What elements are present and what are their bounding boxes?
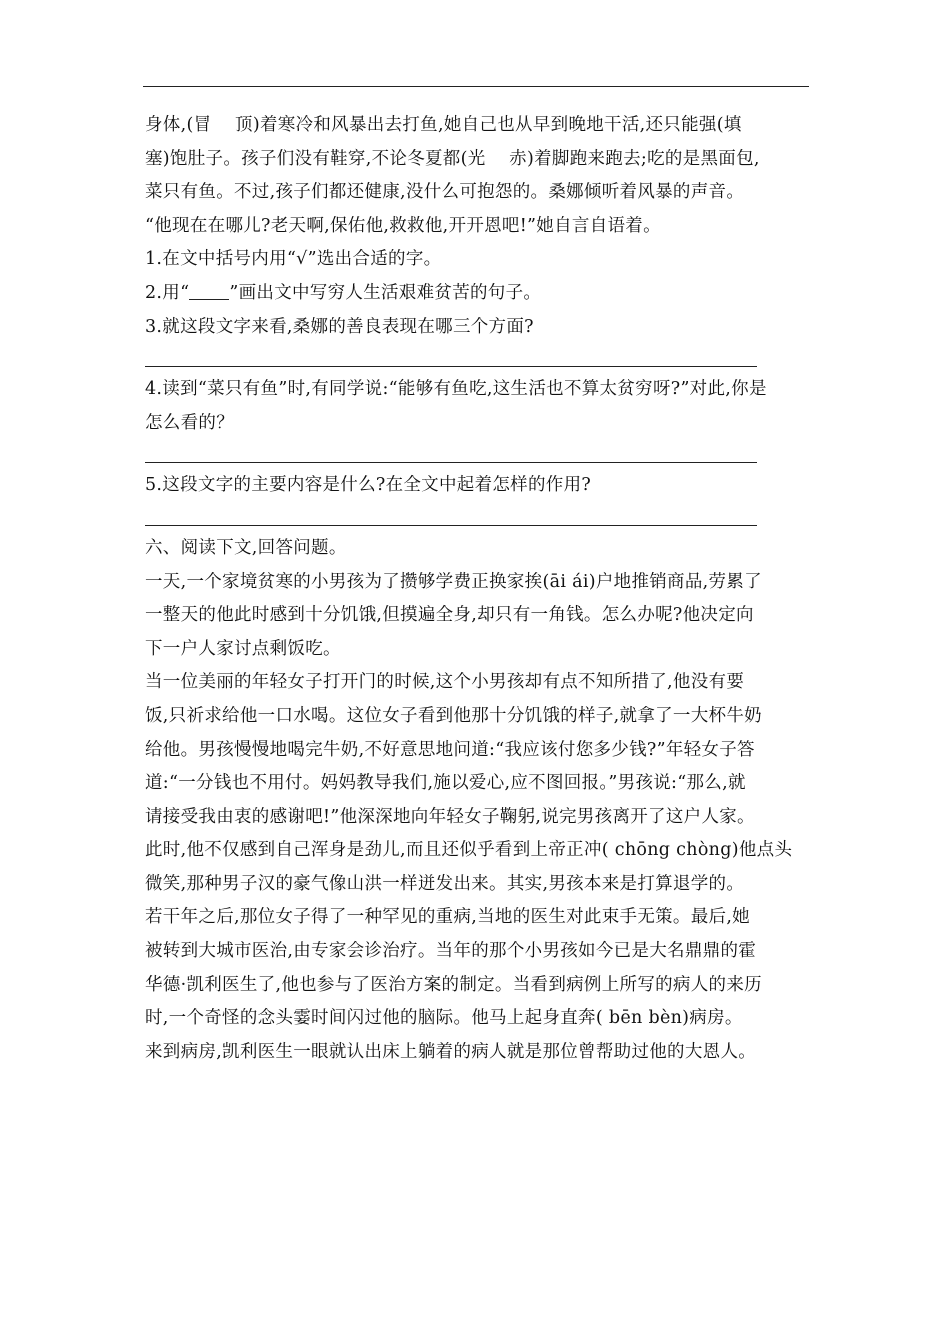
- story-line: 时,一个奇怪的念头霎时间闪过他的脑际。他马上起身直奔( bēn bèn)病房。: [145, 1008, 743, 1029]
- passage-line: 塞)饱肚子。孩子们没有鞋穿,不论冬夏都(光 赤)着脚跑来跑去;吃的是黑面包,: [145, 148, 760, 169]
- section-6-heading: 六、阅读下文,回答问题。: [145, 537, 347, 558]
- question-2-end: ”画出文中写穷人生活艰难贫苦的句子。: [229, 282, 542, 303]
- underline-blank: [189, 283, 229, 300]
- story-line: 此时,他不仅感到自己浑身是劲儿,而且还似乎看到上帝正冲( chōng chòng)他点头: [145, 840, 793, 861]
- story-line: 当一位美丽的年轻女子打开门的时候,这个小男孩却有点不知所措了,他没有要: [145, 672, 745, 693]
- header-rule: [143, 86, 809, 87]
- document-body: [145, 109, 813, 1069]
- question-5: 5.这段文字的主要内容是什么?在全文中起着怎样的作用?: [145, 475, 592, 496]
- story-line: 下一户人家讨点剩饭吃。: [145, 638, 341, 659]
- story-line: 道:“一分钱也不用付。妈妈教导我们,施以爱心,应不图回报。”男孩说:“那么,就: [145, 773, 746, 794]
- question-1: 1.在文中括号内用“√”选出合适的字。: [145, 249, 442, 270]
- story-line: 被转到大城市医治,由专家会诊治疗。当年的那个小男孩如今已是大名鼎鼎的霍: [145, 941, 757, 962]
- question-4-line-2: 怎么看的？: [145, 412, 234, 433]
- answer-line-3[interactable]: [145, 344, 757, 367]
- story-line: 给他。男孩慢慢地喝完牛奶,不好意思地问道:“我应该付您多少钱?”年轻女子答: [145, 739, 755, 760]
- story-line: 一整天的他此时感到十分饥饿,但摸遍全身,却只有一角钱。怎么办呢?他决定向: [145, 605, 754, 626]
- story-line: 华德·凯利医生了,他也参与了医治方案的制定。当看到病例上所写的病人的来历: [145, 974, 762, 995]
- story-line: 微笑,那种男子汉的豪气像山洪一样迸发出来。其实,男孩本来是打算退学的。: [145, 873, 745, 894]
- story-line: 饭,只祈求给他一口水喝。这位女子看到他那十分饥饿的样子,就拿了一大杯牛奶: [145, 705, 762, 726]
- question-3: 3.就这段文字来看,桑娜的善良表现在哪三个方面?: [145, 316, 534, 337]
- story-line: 来到病房,凯利医生一眼就认出床上躺着的病人就是那位曾帮助过他的大恩人。: [145, 1041, 757, 1062]
- passage-line: “他现在在哪儿?老天啊,保佑他,救救他,开开恩吧!”她自言自语着。: [145, 215, 661, 236]
- passage-line: 菜只有鱼。不过,孩子们都还健康,没什么可抱怨的。桑娜倾听着风暴的声音。: [145, 182, 745, 203]
- passage-line: 身体,(冒 顶)着寒冷和风暴出去打鱼,她自己也从早到晚地干活,还只能强(填: [145, 115, 742, 135]
- story-line: 若干年之后,那位女子得了一种罕见的重病,当地的医生对此束手无策。最后,她: [145, 907, 750, 928]
- story-line: 请接受我由衷的感谢吧!”他深深地向年轻女子鞠躬,说完男孩离开了这户人家。: [145, 806, 755, 827]
- answer-line-5[interactable]: [145, 503, 757, 526]
- question-4-line-1: 4.读到“菜只有鱼”时,有同学说:“能够有鱼吃,这生活也不算太贫穷呀?”对此,你是: [145, 379, 767, 400]
- story-line: 一天,一个家境贫寒的小男孩为了攒够学费正换家挨(āi ái)户地推销商品,劳累了: [145, 571, 762, 592]
- question-2-start: 2.用“: [145, 282, 190, 303]
- question-2: [145, 277, 813, 311]
- answer-line-4[interactable]: [145, 440, 757, 463]
